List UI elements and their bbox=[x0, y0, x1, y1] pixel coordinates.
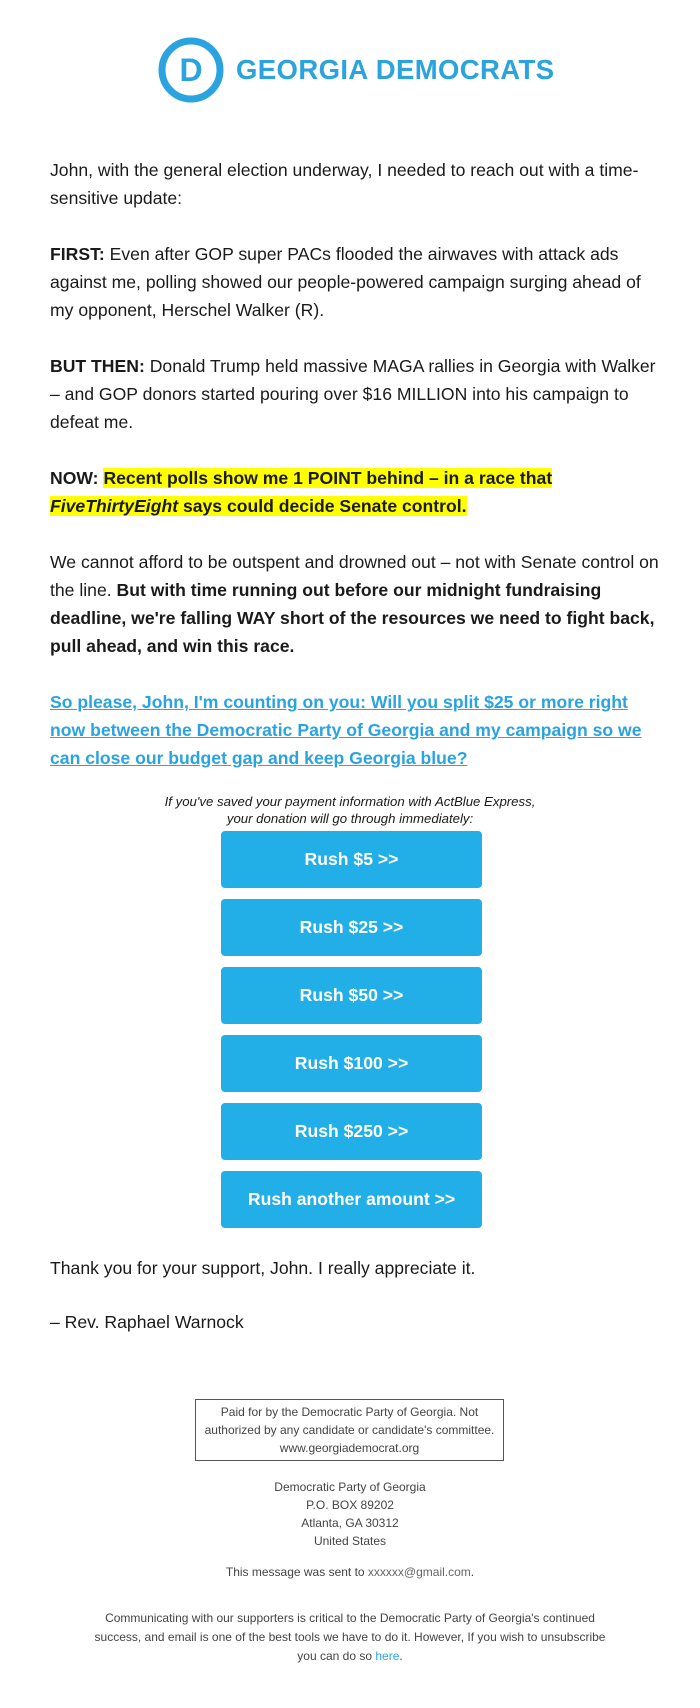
thanks-text: Thank you for your support, John. I really appreciate it. bbox=[50, 1258, 476, 1278]
actblue-express-note bbox=[0, 793, 700, 827]
urgency-paragraph bbox=[50, 548, 660, 660]
disclaimer-website: www.georgiademocrat.org bbox=[279, 1441, 420, 1455]
georgia-democrats-logo bbox=[158, 35, 554, 105]
express-note-line-1: If you've saved your payment information with ActBlue Express, bbox=[164, 794, 536, 809]
first-label: FIRST: bbox=[50, 244, 105, 264]
sent-to-line bbox=[0, 1565, 700, 1579]
but-then-text: Donald Trump held massive MAGA rallies in Georgia with Walker – and GOP donors started pouring over $16 MILLION into his campaign to defeat me. bbox=[50, 356, 656, 432]
unsubscribe-notice bbox=[90, 1609, 610, 1666]
sent-suffix: . bbox=[470, 1565, 475, 1579]
logo-wordmark: GEORGIA DEMOCRATS bbox=[236, 54, 555, 85]
express-note-line-2: your donation will go through immediately: bbox=[226, 811, 474, 826]
intro-text: John, with the general election underway, I needed to reach out with a time-sensitive update: bbox=[50, 160, 639, 208]
address-po-box: P.O. BOX 89202 bbox=[306, 1498, 394, 1512]
address-city: Atlanta, GA 30312 bbox=[301, 1516, 399, 1530]
sent-prefix: This message was sent to bbox=[225, 1565, 368, 1579]
rush-50-button[interactable]: Rush $50 >> bbox=[221, 967, 482, 1024]
but-then-label: BUT THEN: bbox=[50, 356, 145, 376]
but-then-paragraph bbox=[50, 352, 660, 436]
rush-250-button[interactable]: Rush $250 >> bbox=[221, 1103, 482, 1160]
logo-letter: D bbox=[179, 52, 203, 88]
intro-paragraph bbox=[50, 156, 660, 212]
donation-ask-link[interactable]: So please, John, I'm counting on you: Will you split $25 or more right now between the Democratic Party of Georgia and my campaign so we can close our budget gap and keep Georgia blue? bbox=[50, 692, 642, 768]
rush-other-amount-button[interactable]: Rush another amount >> bbox=[221, 1171, 482, 1228]
paid-for-disclaimer bbox=[195, 1399, 504, 1461]
urgency-text: We cannot afford to be outspent and drowned out – not with Senate control on the line. bbox=[50, 552, 659, 600]
disclaimer-line-1: Paid for by the Democratic Party of Georgia. Not bbox=[220, 1405, 479, 1419]
recipient-email: xxxxxx@gmail.com bbox=[367, 1565, 471, 1579]
disclaimer-line-2: authorized by any candidate or candidate's committee. bbox=[204, 1423, 495, 1437]
now-highlight-italic: FiveThirtyEight bbox=[50, 496, 179, 516]
signature-paragraph bbox=[50, 1308, 660, 1336]
now-highlight bbox=[50, 468, 552, 516]
rush-100-button[interactable]: Rush $100 >> bbox=[221, 1035, 482, 1092]
ask-paragraph bbox=[50, 688, 660, 772]
signature-text: – Rev. Raphael Warnock bbox=[50, 1312, 244, 1332]
first-paragraph bbox=[50, 240, 660, 324]
now-highlight-text-2: says could decide Senate control. bbox=[178, 496, 467, 516]
rush-5-button[interactable]: Rush $5 >> bbox=[221, 831, 482, 888]
unsubscribe-end: . bbox=[399, 1649, 403, 1663]
rush-25-button[interactable]: Rush $25 >> bbox=[221, 899, 482, 956]
now-label: NOW: bbox=[50, 468, 99, 488]
address-org: Democratic Party of Georgia bbox=[274, 1480, 426, 1494]
mailing-address bbox=[0, 1478, 700, 1550]
unsubscribe-text: Communicating with our supporters is critical to the Democratic Party of Georgia's continued success, and email is one of the best tools we have to do it. However, If you wish to unsubscribe you can do so bbox=[94, 1611, 606, 1663]
now-highlight-text-1: Recent polls show me 1 POINT behind – in a race that bbox=[103, 468, 553, 488]
donation-buttons bbox=[221, 831, 482, 1239]
address-country: United States bbox=[313, 1534, 387, 1548]
thanks-paragraph bbox=[50, 1254, 660, 1282]
urgency-bold-text: But with time running out before our midnight fundraising deadline, we're falling WAY short of the resources we need to fight back, pull ahead, and win this race. bbox=[50, 580, 655, 656]
unsubscribe-link[interactable]: here bbox=[375, 1649, 400, 1663]
first-text: Even after GOP super PACs flooded the airwaves with attack ads against me, polling showed our people-powered campaign surging ahead of my opponent, Herschel Walker (R). bbox=[50, 244, 641, 320]
democrats-d-logo-icon bbox=[158, 37, 224, 103]
now-paragraph bbox=[50, 464, 660, 520]
